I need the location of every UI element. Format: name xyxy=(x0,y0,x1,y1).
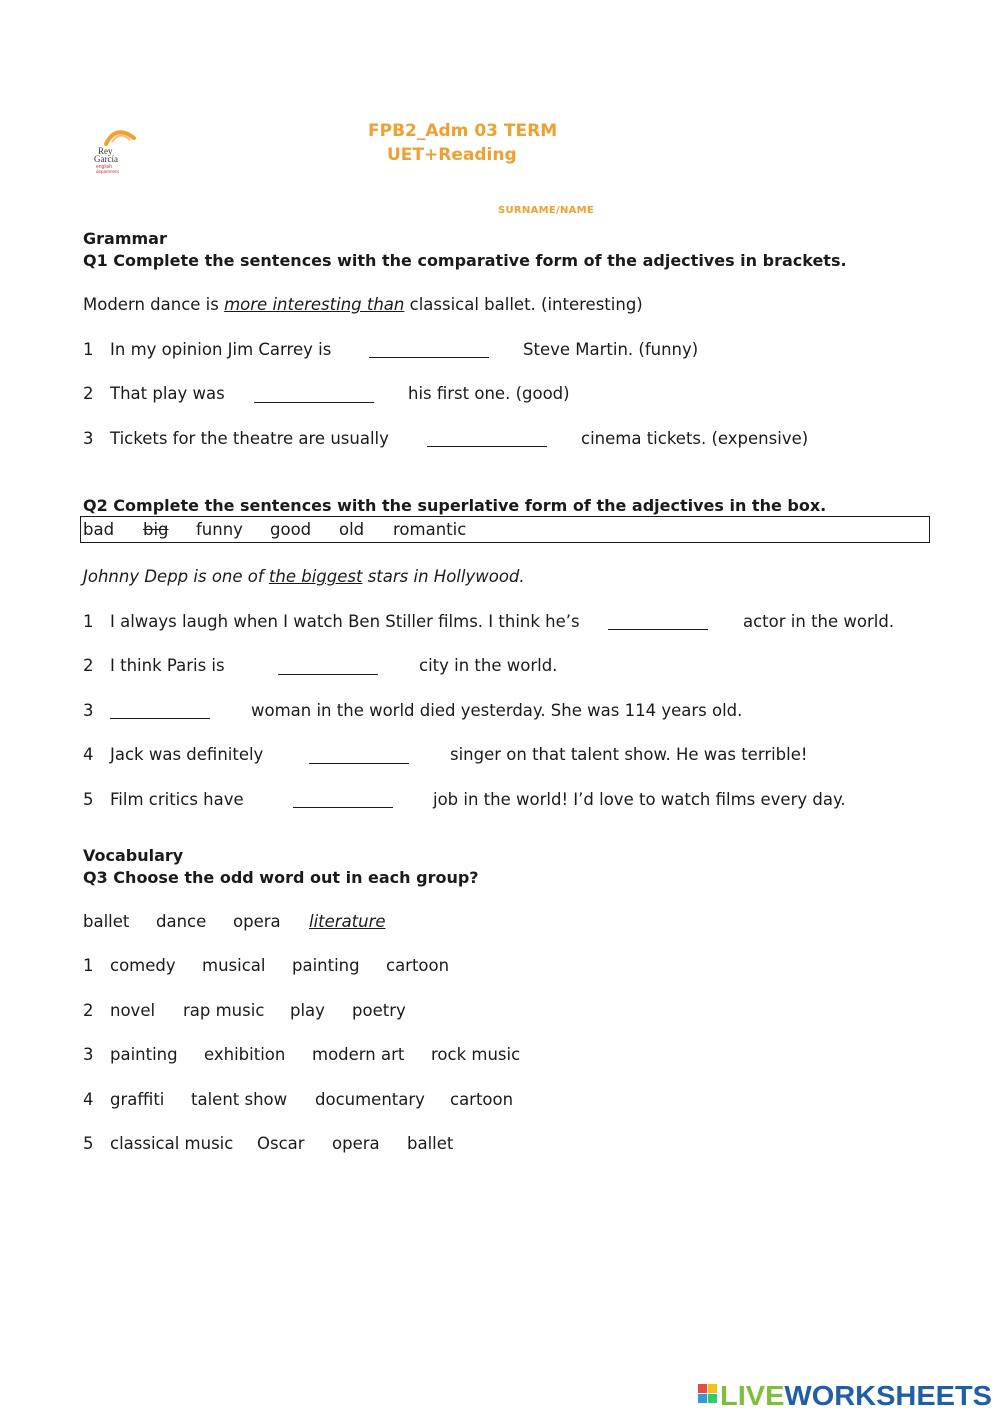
q1-example: Modern dance is more interesting than classical ballet. (interesting) xyxy=(83,295,643,314)
q3-group-3-word-1[interactable]: painting xyxy=(110,1045,178,1064)
box-word-old: old xyxy=(339,520,365,539)
q3-group-3-word-4[interactable]: rock music xyxy=(431,1045,521,1064)
q1-item-1-blank[interactable] xyxy=(369,343,489,358)
logo-word-department: department xyxy=(96,169,119,174)
q2-item-1-blank[interactable] xyxy=(608,615,708,630)
q2-item-2-blank[interactable] xyxy=(278,660,378,675)
logo-word-garcia: García xyxy=(94,154,118,164)
q1-item-2-text-after: his first one. (good) xyxy=(408,384,570,403)
q1-example-answer: more interesting than xyxy=(224,295,405,314)
q2-item-1-text-after: actor in the world. xyxy=(743,612,895,631)
q1-item-3-text: Tickets for the theatre are usually xyxy=(110,429,389,448)
box-word-funny: funny xyxy=(196,520,243,539)
q3-instruction: Q3 Choose the odd word out in each group? xyxy=(83,868,479,887)
q2-item-2-number: 2 xyxy=(83,656,94,675)
q1-item-2-blank[interactable] xyxy=(254,388,374,403)
logo-word-rey: Rey xyxy=(98,146,113,156)
q3-example-word-3: opera xyxy=(233,912,281,931)
q3-group-1-word-3[interactable]: painting xyxy=(292,956,360,975)
q3-group-1-word-2[interactable]: musical xyxy=(202,956,266,975)
q3-group-5-number: 5 xyxy=(83,1134,94,1153)
q3-group-5-word-2[interactable]: Oscar xyxy=(257,1134,305,1153)
worksheet-subtitle: UET+Reading xyxy=(387,145,517,165)
q2-example: Johnny Depp is one of the biggest stars in Hollywood. xyxy=(83,567,525,586)
box-word-bad: bad xyxy=(83,520,115,539)
q1-item-3-text-after: cinema tickets. (expensive) xyxy=(581,429,809,448)
q2-item-3-text-after: woman in the world died yesterday. She was 114 years old. xyxy=(251,701,743,720)
q3-group-4-word-2[interactable]: talent show xyxy=(191,1090,288,1109)
box-word-good: good xyxy=(270,520,312,539)
q2-item-5-blank[interactable] xyxy=(293,793,393,808)
q2-item-4-number: 4 xyxy=(83,745,94,764)
q2-instruction: Q2 Complete the sentences with the superlative form of the adjectives in the box. xyxy=(83,496,827,515)
q3-group-2-word-3[interactable]: play xyxy=(290,1001,325,1020)
box-word-romantic: romantic xyxy=(393,520,467,539)
q2-item-2-text-after: city in the world. xyxy=(419,656,558,675)
q3-group-3-word-3[interactable]: modern art xyxy=(312,1045,405,1064)
grammar-heading: Grammar xyxy=(83,229,167,248)
q3-group-4-word-1[interactable]: graffiti xyxy=(110,1090,165,1109)
box-word-big: big xyxy=(143,520,169,539)
q1-item-3-number: 3 xyxy=(83,429,94,448)
q2-item-4-text: Jack was definitely xyxy=(110,745,264,764)
q2-item-5-text-after: job in the world! I’d love to watch films every day. xyxy=(433,790,846,809)
lw-wordmark-prefix: LIVE xyxy=(720,1380,783,1410)
q2-item-3-blank[interactable] xyxy=(110,704,210,719)
q2-item-1-number: 1 xyxy=(83,612,94,631)
q2-item-4-text-after: singer on that talent show. He was terrible! xyxy=(450,745,808,764)
surname-label: SURNAME/NAME xyxy=(498,205,595,216)
q2-word-box xyxy=(80,516,930,543)
lw-wordmark xyxy=(720,1380,992,1410)
vocabulary-heading: Vocabulary xyxy=(83,846,184,865)
q3-group-1-word-4[interactable]: cartoon xyxy=(386,956,450,975)
q3-example-word-1: ballet xyxy=(83,912,130,931)
q3-group-3-number: 3 xyxy=(83,1045,94,1064)
q3-example-word-2: dance xyxy=(156,912,207,931)
q2-example-answer: the biggest xyxy=(268,567,363,586)
lw-badge-letters: LW xyxy=(699,1403,707,1409)
q2-item-1-text: I always laugh when I watch Ben Stiller films. I think he’s xyxy=(110,612,580,631)
q3-group-2-word-1[interactable]: novel xyxy=(110,1001,156,1020)
q3-group-3-word-2[interactable]: exhibition xyxy=(204,1045,286,1064)
logo-word-english: english xyxy=(96,164,112,170)
lw-wordmark-suffix: WORKSHEETS xyxy=(784,1380,986,1410)
q3-group-2-number: 2 xyxy=(83,1001,94,1020)
q1-instruction: Q1 Complete the sentences with the comparative form of the adjectives in brackets. xyxy=(83,251,847,270)
q3-group-4-word-3[interactable]: documentary xyxy=(315,1090,425,1109)
q3-group-2-word-2[interactable]: rap music xyxy=(183,1001,265,1020)
q3-group-4-number: 4 xyxy=(83,1090,94,1109)
q3-group-5-word-4[interactable]: ballet xyxy=(407,1134,454,1153)
school-logo xyxy=(82,122,140,178)
q3-group-4-word-4[interactable]: cartoon xyxy=(450,1090,514,1109)
q1-item-1-number: 1 xyxy=(83,340,94,359)
q3-group-1-number: 1 xyxy=(83,956,94,975)
q3-group-5-word-1[interactable]: classical music xyxy=(110,1134,234,1153)
q2-item-5-number: 5 xyxy=(83,790,94,809)
q2-item-2-text: I think Paris is xyxy=(110,656,225,675)
q3-example-answer: literature xyxy=(309,912,386,931)
q3-group-1-word-1[interactable]: comedy xyxy=(110,956,176,975)
q3-group-2-word-4[interactable]: poetry xyxy=(352,1001,406,1020)
q1-item-2-text: That play was xyxy=(110,384,225,403)
q2-item-4-blank[interactable] xyxy=(309,749,409,764)
q3-group-5-word-3[interactable]: opera xyxy=(332,1134,380,1153)
q1-item-1-text-after: Steve Martin. (funny) xyxy=(523,340,699,359)
liveworksheets-logo xyxy=(698,1378,994,1410)
q1-item-1-text: In my opinion Jim Carrey is xyxy=(110,340,332,359)
q2-item-5-text: Film critics have xyxy=(110,790,244,809)
q2-item-3-number: 3 xyxy=(83,701,94,720)
worksheet-title: FPB2_Adm 03 TERM xyxy=(368,121,558,141)
q1-item-3-blank[interactable] xyxy=(427,432,547,447)
q1-item-2-number: 2 xyxy=(83,384,94,403)
